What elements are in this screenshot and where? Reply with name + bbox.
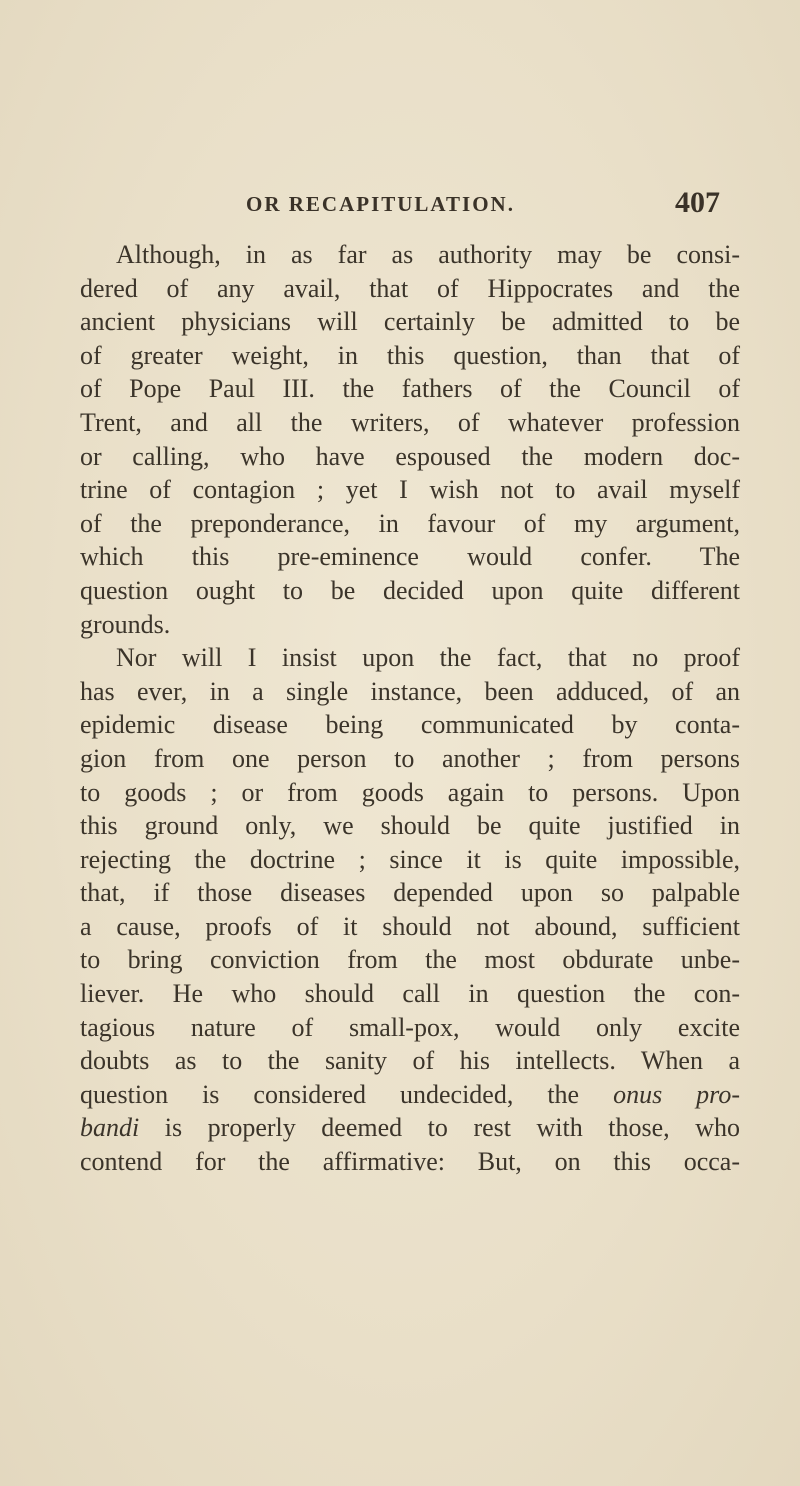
running-title: OR RECAPITULATION.: [246, 192, 515, 216]
text-line: liever. He who should call in question the con-: [80, 979, 740, 1009]
text-segment: question is considered undecided, the: [80, 1079, 614, 1109]
text-line: to goods ; or from goods again to persons. Upon: [80, 777, 740, 807]
text-line: gion from one person to another ; from persons: [80, 743, 740, 773]
text-line: of Pope Paul III. the fathers of the Council of: [80, 374, 740, 404]
text-line: which this pre-eminence would confer. The: [80, 542, 740, 572]
paragraph-1: [80, 238, 740, 641]
text-line: of the preponderance, in favour of my argument,: [80, 508, 740, 538]
italic-latin-phrase: bandi: [80, 1113, 140, 1143]
paragraph-2: [80, 641, 740, 1179]
italic-latin-phrase: onus pro-: [613, 1079, 740, 1109]
text-line: to bring conviction from the most obdurate unbe-: [80, 945, 740, 975]
text-line: rejecting the doctrine ; since it is quite impossible,: [80, 844, 740, 874]
text-line: [80, 1111, 740, 1145]
text-line: or calling, who have espoused the modern doc-: [80, 441, 740, 471]
text-line: contend for the affirmative: But, on this occa-: [80, 1147, 740, 1177]
page-number: 407: [675, 186, 720, 219]
text-line: this ground only, we should be quite justified in: [80, 811, 740, 841]
body-text: [80, 238, 740, 1179]
text-line: a cause, proofs of it should not abound, sufficient: [80, 911, 740, 941]
text-line: that, if those diseases depended upon so palpable: [80, 878, 740, 908]
text-line: Nor will I insist upon the fact, that no proof: [116, 643, 740, 673]
text-line: has ever, in a single instance, been adduced, of an: [80, 676, 740, 706]
text-line: question ought to be decided upon quite different: [80, 575, 740, 605]
text-line: trine of contagion ; yet I wish not to avail myself: [80, 475, 740, 505]
text-line: Although, in as far as authority may be consi-: [116, 240, 740, 269]
text-line: [80, 1078, 740, 1112]
text-line: Trent, and all the writers, of whatever profession: [80, 407, 740, 437]
text-line: ancient physicians will certainly be admitted to be: [80, 307, 740, 337]
text-line: of greater weight, in this question, than that of: [80, 340, 740, 370]
text-line: epidemic disease being communicated by conta-: [80, 710, 740, 740]
text-line: doubts as to the sanity of his intellects. When a: [80, 1046, 740, 1076]
text-line: grounds.: [80, 609, 171, 639]
text-segment: is properly deemed to rest with those, who: [139, 1113, 740, 1143]
text-line: tagious nature of small-pox, would only excite: [80, 1012, 740, 1042]
text-line: dered of any avail, that of Hippocrates and the: [80, 273, 740, 303]
running-head: [60, 186, 740, 226]
